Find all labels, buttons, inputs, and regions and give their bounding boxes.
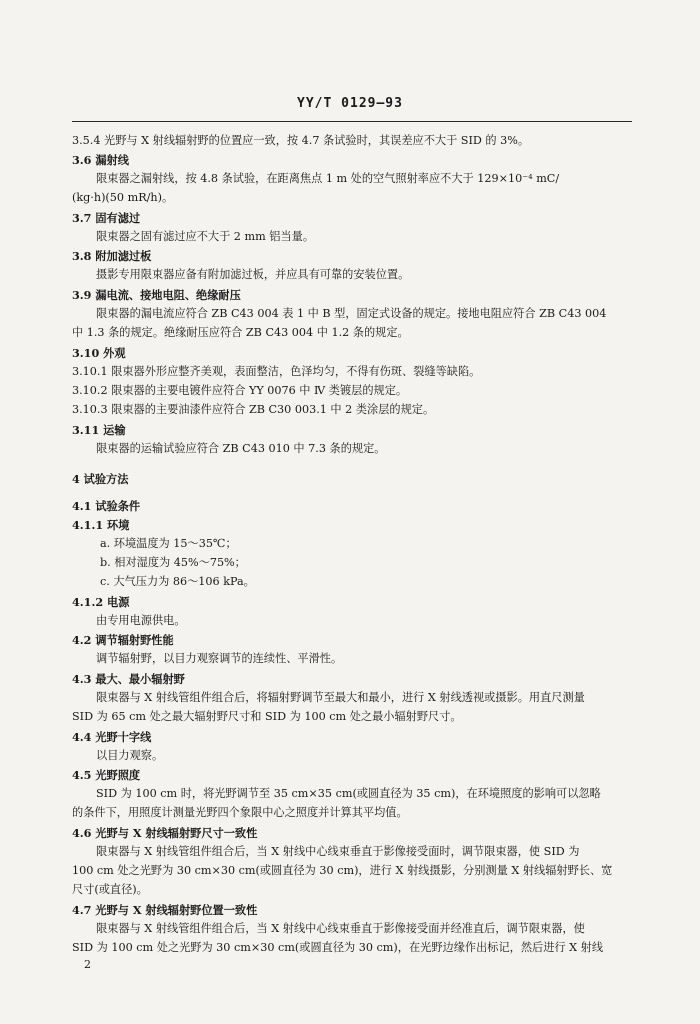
text-line: SID 为 100 cm 时，将光野调节至 35 cm×35 cm(或圆直径为 35 cm)，在环境照度的影响可以忽略: [96, 787, 601, 800]
text-line: 尺寸(或直径)。: [72, 883, 148, 896]
text-line: 限束器与 X 射线管组件组合后，当 X 射线中心线束垂直于影像接受面时，调节限束器，使 SID 为: [96, 845, 580, 858]
heading-3-8: 3.8 附加滤过板: [72, 249, 152, 263]
heading-4-4: 4.4 光野十字线: [72, 730, 152, 744]
text-line: 调节辐射野，以目力观察调节的连续性、平滑性。: [96, 652, 343, 665]
heading-4-1-1: 4.1.1 环境: [72, 518, 130, 532]
heading-4-5: 4.5 光野照度: [72, 768, 141, 782]
clause-3-5-4: 3.5.4 光野与 X 射线辐射野的位置应一致，按 4.7 条试验时，其误差应不大于 SID 的 3%。: [72, 134, 530, 147]
text-line: 100 cm 处之光野为 30 cm×30 cm(或圆直径为 30 cm)，进行 X 射线摄影，分别测量 X 射线辐射野长、宽: [72, 864, 613, 877]
list-item: b. 相对湿度为 45%～75%；: [100, 556, 246, 569]
clause-3-10-2: 3.10.2 限束器的主要电镀件应符合 YY 0076 中 Ⅳ 类镀层的规定。: [72, 384, 408, 397]
text-line: 的条件下，用照度计测量光野四个象限中心之照度并计算其平均值。: [72, 806, 408, 819]
heading-3-7: 3.7 固有滤过: [72, 211, 141, 225]
heading-3-6: 3.6 漏射线: [72, 153, 129, 167]
text-line: (kg·h)(50 mR/h)。: [72, 191, 174, 204]
text-line: 限束器的漏电流应符合 ZB C43 004 表 1 中 B 型，固定式设备的规定。接地电阻应符合 ZB C43 004: [96, 307, 607, 320]
text-line: SID 为 100 cm 处之光野为 30 cm×30 cm(或圆直径为 30 cm)，在光野边缘作出标记，然后进行 X 射线: [72, 941, 604, 954]
text-line: 限束器与 X 射线管组件组合后，将辐射野调节至最大和最小，进行 X 射线透视或摄影。用直尺测量: [96, 691, 585, 704]
standard-code-header: YY/T 0129—93: [297, 96, 403, 111]
heading-4-2: 4.2 调节辐射野性能: [72, 633, 174, 647]
text-line: 由专用电源供电。: [96, 614, 186, 627]
heading-3-9: 3.9 漏电流、接地电阻、绝缘耐压: [72, 288, 241, 302]
clause-3-10-1: 3.10.1 限束器外形应整齐美观，表面整洁，色泽均匀，不得有伤斑、裂缝等缺陷。: [72, 365, 481, 378]
heading-4-6: 4.6 光野与 X 射线辐射野尺寸一致性: [72, 826, 258, 840]
list-item: a. 环境温度为 15～35℃；: [100, 537, 237, 550]
heading-4-1-2: 4.1.2 电源: [72, 595, 130, 609]
text-line: 以目力观察。: [96, 749, 164, 762]
heading-4-1: 4.1 试验条件: [72, 499, 141, 513]
list-item: c. 大气压力为 86～106 kPa。: [100, 575, 255, 588]
text-line: 限束器与 X 射线管组件组合后，当 X 射线中心线束垂直于影像接受面并经准直后，调节限束器，使: [96, 922, 585, 935]
heading-3-10: 3.10 外观: [72, 346, 126, 360]
text-line: 限束器的运输试验应符合 ZB C43 010 中 7.3 条的规定。: [96, 442, 386, 455]
heading-3-11: 3.11 运输: [72, 423, 126, 437]
section-4-heading: 4 试验方法: [72, 472, 129, 486]
clause-3-10-3: 3.10.3 限束器的主要油漆件应符合 ZB C30 003.1 中 2 类涂层的规定。: [72, 403, 435, 416]
text-line: 摄影专用限束器应备有附加滤过板，并应具有可靠的安装位置。: [96, 268, 410, 281]
text-line: SID 为 65 cm 处之最大辐射野尺寸和 SID 为 100 cm 处之最小辐射野尺寸。: [72, 710, 462, 723]
header-rule: [72, 121, 632, 122]
text-line: 限束器之漏射线，按 4.8 条试验，在距离焦点 1 m 处的空气照射率应不大于 129×10⁻⁴ mC/: [96, 172, 560, 185]
page-number: 2: [84, 958, 91, 971]
text-line: 限束器之固有滤过应不大于 2 mm 铝当量。: [96, 230, 315, 243]
heading-4-3: 4.3 最大、最小辐射野: [72, 672, 185, 686]
text-line: 中 1.3 条的规定。绝缘耐压应符合 ZB C43 004 中 1.2 条的规定。: [72, 326, 409, 339]
heading-4-7: 4.7 光野与 X 射线辐射野位置一致性: [72, 903, 258, 917]
